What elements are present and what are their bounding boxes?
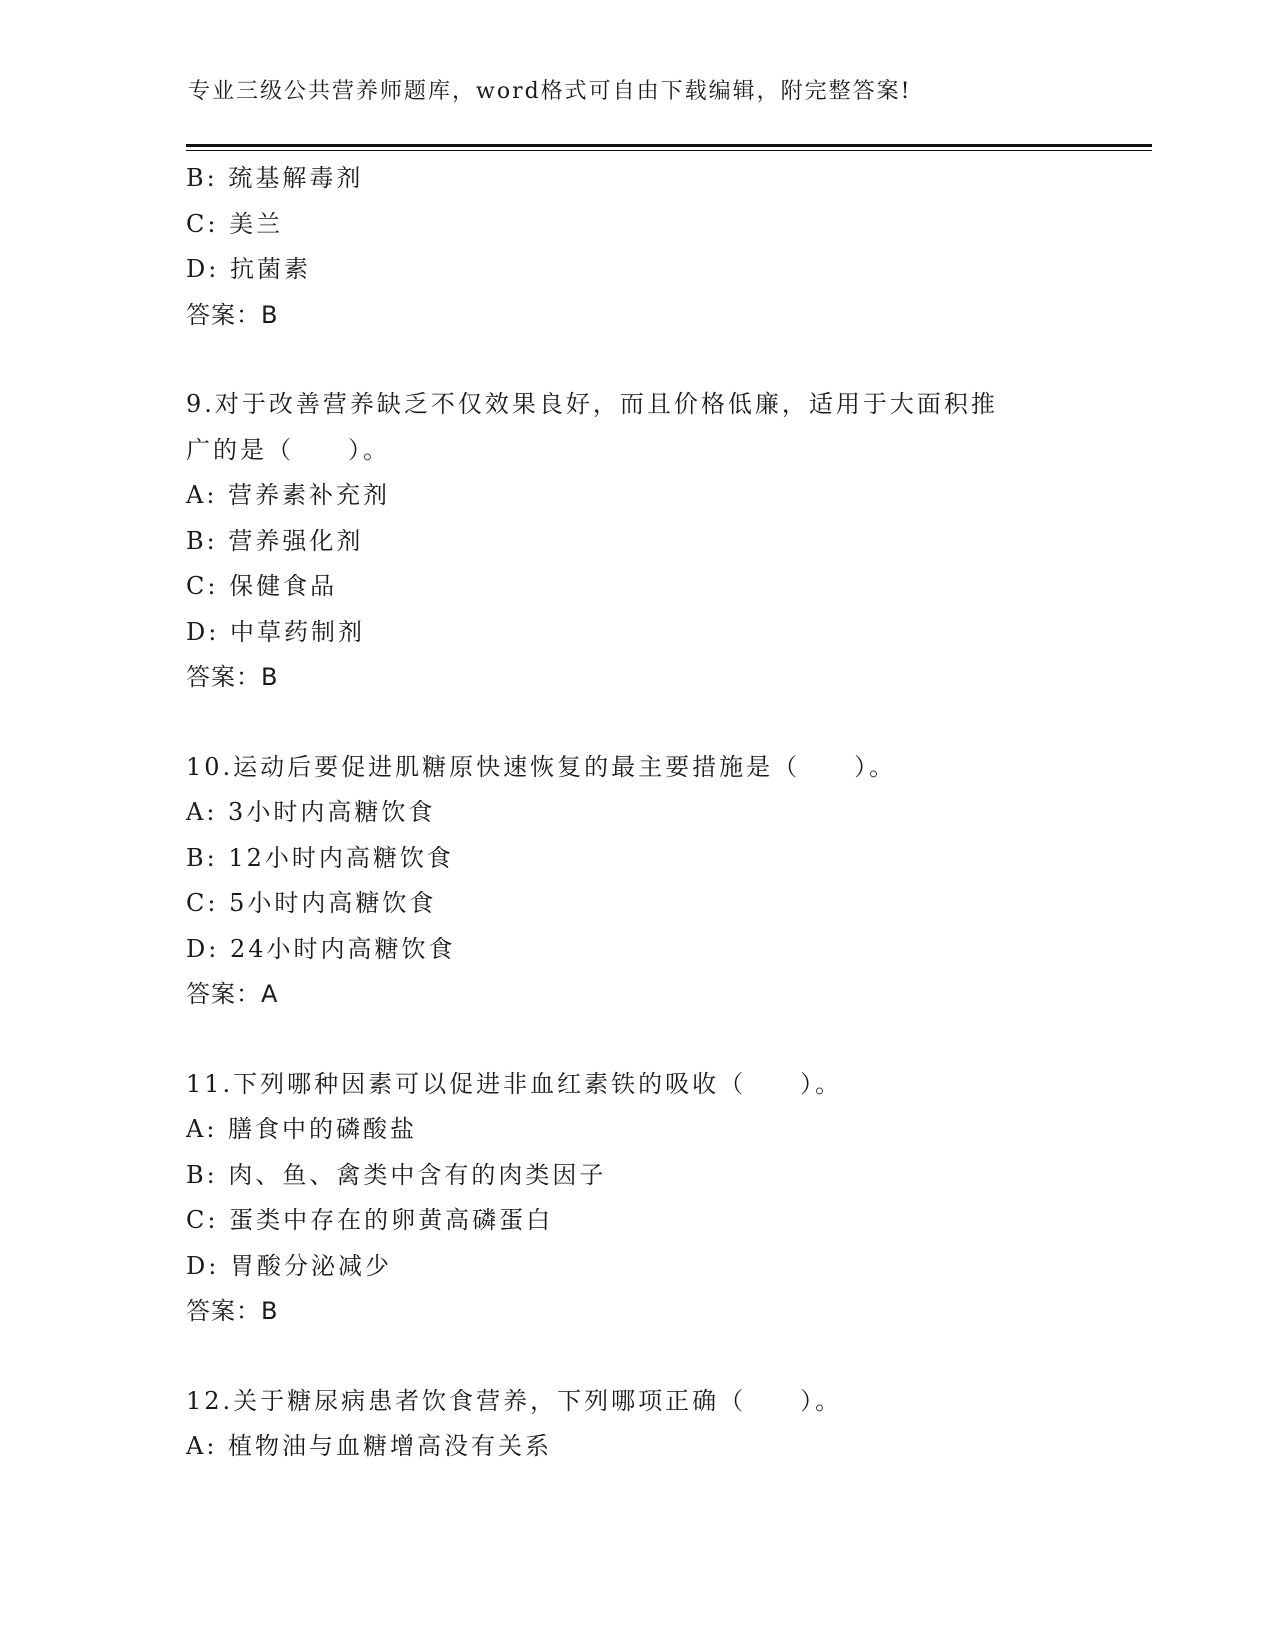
option-a: A: 植物油与血糖增高没有关系: [186, 1432, 553, 1460]
spacer: [186, 1018, 1126, 1062]
question-12: [186, 1379, 1126, 1470]
option-b: B: 营养强化剂: [186, 526, 364, 555]
option-b: B: 12小时内高糖饮食: [186, 843, 454, 872]
option-c: C: 保健食品: [186, 572, 338, 600]
option-d: D: 胃酸分泌减少: [186, 1251, 392, 1280]
page-header: 专业三级公共营养师题库，word格式可自由下载编辑，附完整答案!: [188, 79, 912, 104]
answer: 答案：A: [186, 980, 279, 1008]
question-10: [186, 745, 1126, 1018]
option-d: D: 中草药制剂: [186, 617, 365, 646]
answer: 答案：B: [186, 663, 279, 691]
option-a: A: 营养素补充剂: [186, 481, 391, 509]
answer: 答案：B: [186, 1297, 279, 1325]
option-d: D: 24小时内高糖饮食: [186, 934, 456, 963]
question-stem: 9.对于改善营养缺乏不仅效果良好，而且价格低廉，适用于大面积推: [186, 390, 998, 418]
question-stem-cont: 广的是（ ）。: [186, 435, 390, 464]
header-rule-thin: [186, 150, 1152, 151]
answer: 答案：B: [186, 300, 279, 329]
option-a: A: 3小时内高糖饮食: [186, 798, 436, 826]
question-content: [186, 156, 1126, 1470]
option-c: C: 5小时内高糖饮食: [186, 889, 437, 917]
spacer: [186, 701, 1126, 745]
question-stem: 12.关于糖尿病患者饮食营养，下列哪项正确（ ）。: [186, 1386, 843, 1415]
option-b: B: 肉、鱼、禽类中含有的肉类因子: [186, 1160, 607, 1189]
option-c: C: 蛋类中存在的卵黄高磷蛋白: [186, 1206, 554, 1234]
question-stem: 11.下列哪种因素可以促进非血红素铁的吸收（ ）。: [186, 1069, 843, 1098]
question-stem: 10.运动后要促进肌糖原快速恢复的最主要措施是（ ）。: [186, 752, 897, 781]
option-c: C: 美兰: [186, 209, 284, 238]
prev-question: [186, 156, 1126, 338]
header-rule-thick: [186, 144, 1152, 147]
question-11: [186, 1062, 1126, 1335]
question-9: [186, 382, 1126, 701]
option-b: B: 巯基解毒剂: [186, 164, 364, 192]
spacer: [186, 338, 1126, 382]
option-d: D: 抗菌素: [186, 255, 311, 283]
option-a: A: 膳食中的磷酸盐: [186, 1115, 418, 1143]
spacer: [186, 1335, 1126, 1379]
